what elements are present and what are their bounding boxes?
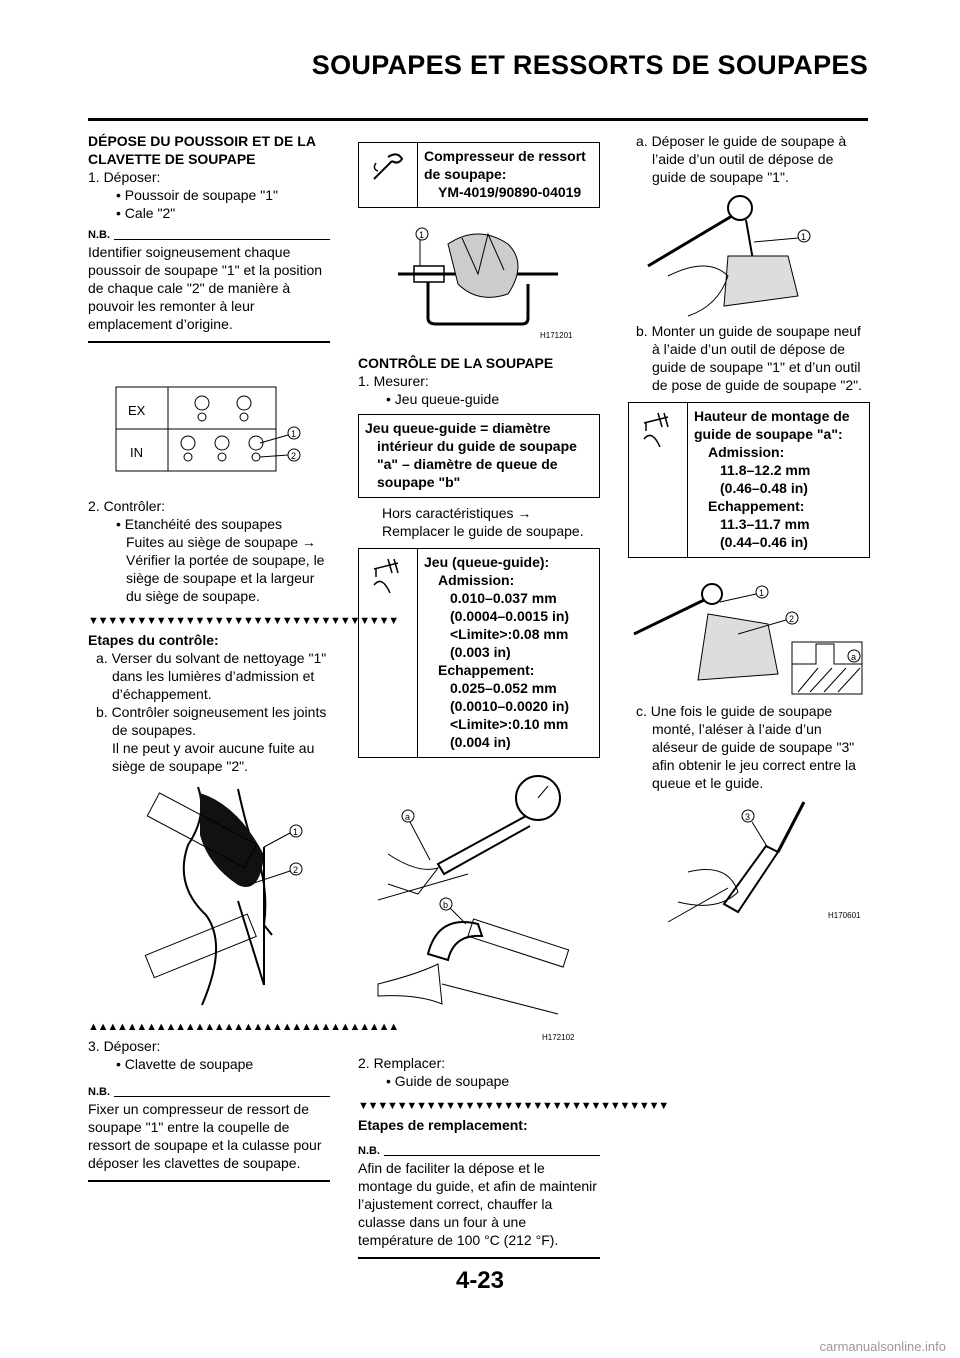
svg-text:3: 3 — [745, 812, 751, 822]
replace-step-2: 2. Remplacer: — [358, 1055, 446, 1071]
triangle-divider-up: ▲▲▲▲▲▲▲▲▲▲▲▲▲▲▲▲▲▲▲▲▲▲▲▲▲▲▲▲▲▲▲▲ — [88, 1021, 398, 1033]
page-title: SOUPAPES ET RESSORTS DE SOUPAPES — [311, 50, 868, 80]
svg-text:2: 2 — [789, 614, 795, 624]
etapes-controle-title: Etapes du contrôle: — [88, 632, 219, 648]
spec-exhaust-value-2: (0.0010–0.0020 in) — [450, 698, 570, 714]
section-heading-depose: DÉPOSE DU POUSSOIR ET DE LA CLAVETTE DE SOUPAPE — [88, 133, 316, 167]
spec-exhaust-value-1: 11.3–11.7 mm — [720, 516, 810, 532]
spec-admission-value-1: 0.010–0.037 mm — [450, 590, 557, 606]
svg-text:1: 1 — [759, 588, 765, 598]
hors-caracteristiques: Hors caractéristiques → Remplacer le guide de soupape. — [382, 505, 584, 539]
spec-admission-label: Admission: — [708, 444, 785, 460]
measure-icon — [359, 549, 418, 757]
spec-box-height — [628, 402, 870, 558]
column-right — [628, 132, 870, 932]
measure-step-1: 1. Mesurer: — [358, 373, 429, 389]
figure-reamer — [628, 792, 870, 932]
step-a-depose-guide: a. Déposer le guide de soupape à l’aide d’un outil de dépose de guide de soupape "1". — [636, 133, 847, 185]
section-heading-controle: CONTRÔLE DE LA SOUPAPE — [358, 355, 554, 371]
spec-title: Hauteur de montage de guide de soupape "a": — [694, 408, 850, 442]
measure-icon — [629, 403, 688, 557]
spec-title: Jeu (queue-guide): — [424, 554, 550, 570]
label-in: IN — [130, 445, 143, 460]
figure-guide-removal — [628, 186, 870, 322]
measure-bullet-1: • Jeu queue-guide — [386, 391, 500, 407]
etapes-remplacement-title: Etapes de remplacement: — [358, 1117, 528, 1133]
spec-exhaust-value-2: (0.44–0.46 in) — [720, 534, 808, 550]
spec-admission-limit-in: (0.003 in) — [450, 644, 511, 660]
spec-exhaust-label: Echappement: — [708, 498, 805, 514]
note-text: Fixer un compresseur de ressort de soupape "1" entre la coupelle de ressort de soupape et la culasse pour déposer les clavettes de soupape. — [88, 1098, 330, 1182]
note-box-1 — [88, 230, 330, 343]
step-1-bullet-1: • Poussoir de soupape "1" — [116, 187, 278, 203]
spec-admission-value-2: (0.0004–0.0015 in) — [450, 608, 570, 624]
reamer-illustration — [628, 792, 870, 932]
svg-text:b: b — [443, 900, 449, 910]
step-1: 1. Déposer: — [88, 169, 161, 185]
guide-removal-illustration — [628, 186, 870, 322]
svg-text:1: 1 — [801, 232, 807, 242]
formula-box — [358, 414, 600, 498]
spec-admission-value-2: (0.46–0.48 in) — [720, 480, 808, 496]
triangle-divider-down: ▼▼▼▼▼▼▼▼▼▼▼▼▼▼▼▼▼▼▼▼▼▼▼▼▼▼▼▼▼▼▼▼ — [358, 1100, 668, 1112]
figure-code: H171201 — [540, 331, 573, 340]
label-ex: EX — [128, 403, 146, 418]
figure-spring-compressor — [358, 214, 600, 354]
formula-text: Jeu queue-guide = diamètre intérieur du guide de soupape "a" – diamètre de queue de soupape "b" — [365, 420, 577, 490]
step-1-bullet-2: • Cale "2" — [116, 205, 176, 221]
svg-text:2: 2 — [293, 865, 299, 875]
figure-code: H170601 — [828, 911, 861, 920]
spring-compressor-illustration — [358, 214, 600, 354]
spec-exhaust-label: Echappement: — [438, 662, 535, 678]
replace-bullet-1: • Guide de soupape — [386, 1073, 510, 1089]
figure-valve-leak — [88, 775, 330, 1019]
note-text: Afin de faciliter la dépose et le montage du guide, et afin de maintenir l’ajustement correct, chauffer la culasse dans un four à une température de 100 °C (212 °F). — [358, 1157, 600, 1259]
spec-exhaust-limit: <Limite>:0.10 mm — [450, 716, 569, 732]
note-box-3 — [358, 1146, 600, 1259]
svg-text:1: 1 — [291, 429, 297, 439]
bore-gauge-micrometer-illustration — [358, 764, 600, 1054]
header-rule — [88, 118, 868, 121]
svg-text:1: 1 — [293, 827, 299, 837]
note-text: Identifier soigneusement chaque poussoir de soupape "1" et la position de chaque cale "2" de manière à pouvoir les remonter à leur emplacement d’origine. — [88, 241, 330, 343]
tool-box — [358, 142, 600, 208]
step-3-bullet-1: • Clavette de soupape — [116, 1056, 254, 1072]
note-label: N.B. — [358, 1145, 380, 1157]
spec-admission-limit: <Limite>:0.08 mm — [450, 626, 569, 642]
tappet-diagram — [88, 343, 330, 493]
figure-bore-gauge — [358, 764, 600, 1054]
tool-name: Compresseur de ressort de soupape: — [424, 148, 586, 182]
figure-guide-install — [628, 564, 870, 702]
etape-b-2: Il ne peut y avoir aucune fuite au siège de soupape "2". — [112, 740, 315, 774]
tool-icon — [359, 143, 418, 207]
spec-box-clearance — [358, 548, 600, 758]
spec-admission-label: Admission: — [438, 572, 515, 588]
step-2-bullet-1: • Etanchéité des soupapes — [116, 516, 283, 532]
spec-exhaust-value-1: 0.025–0.052 mm — [450, 680, 557, 696]
tool-part-number: YM-4019/90890-04019 — [438, 184, 582, 200]
etape-a: a. Verser du solvant de nettoyage "1" dans les lumières d’admission et d’échappement. — [96, 650, 327, 702]
page-number: 4-23 — [455, 1267, 505, 1294]
spec-exhaust-limit-in: (0.004 in) — [450, 734, 511, 750]
figure-code: H172102 — [542, 1033, 575, 1042]
svg-text:a: a — [851, 652, 857, 662]
triangle-divider-down: ▼▼▼▼▼▼▼▼▼▼▼▼▼▼▼▼▼▼▼▼▼▼▼▼▼▼▼▼▼▼▼▼ — [88, 615, 398, 627]
etape-b: b. Contrôler soigneusement les joints de soupapes. — [96, 704, 327, 738]
column-middle — [358, 132, 668, 1259]
note-label: N.B. — [88, 1086, 110, 1098]
svg-text:1: 1 — [419, 230, 425, 240]
step-3: 3. Déposer: — [88, 1038, 161, 1054]
step-c-aleser: c. Une fois le guide de soupape monté, l’aléser à l’aide d’un aléseur de guide de soupape "3" afin obtenir le jeu correct entre la queue et le guide. — [636, 703, 856, 791]
spec-admission-value-1: 11.8–12.2 mm — [720, 462, 811, 478]
svg-text:2: 2 — [291, 451, 297, 461]
svg-text:a: a — [405, 812, 411, 822]
figure-tappet-layout — [88, 343, 330, 493]
note-label: N.B. — [88, 229, 110, 241]
step-2-text: Fuites au siège de soupape → Vérifier la portée de soupape, le siège de soupape et la largeur du siège de soupape. — [126, 534, 325, 604]
valve-leak-illustration — [88, 775, 330, 1019]
step-b-monter-guide: b. Monter un guide de soupape neuf à l’aide d’un outil de dépose de guide de soupape "1" et d’un outil de pose de guide de soupape "2". — [636, 323, 862, 393]
note-box-2 — [88, 1087, 330, 1182]
watermark: carmanualsonline.info — [819, 1339, 946, 1354]
guide-install-illustration — [628, 564, 870, 702]
step-2: 2. Contrôler: — [88, 498, 166, 514]
